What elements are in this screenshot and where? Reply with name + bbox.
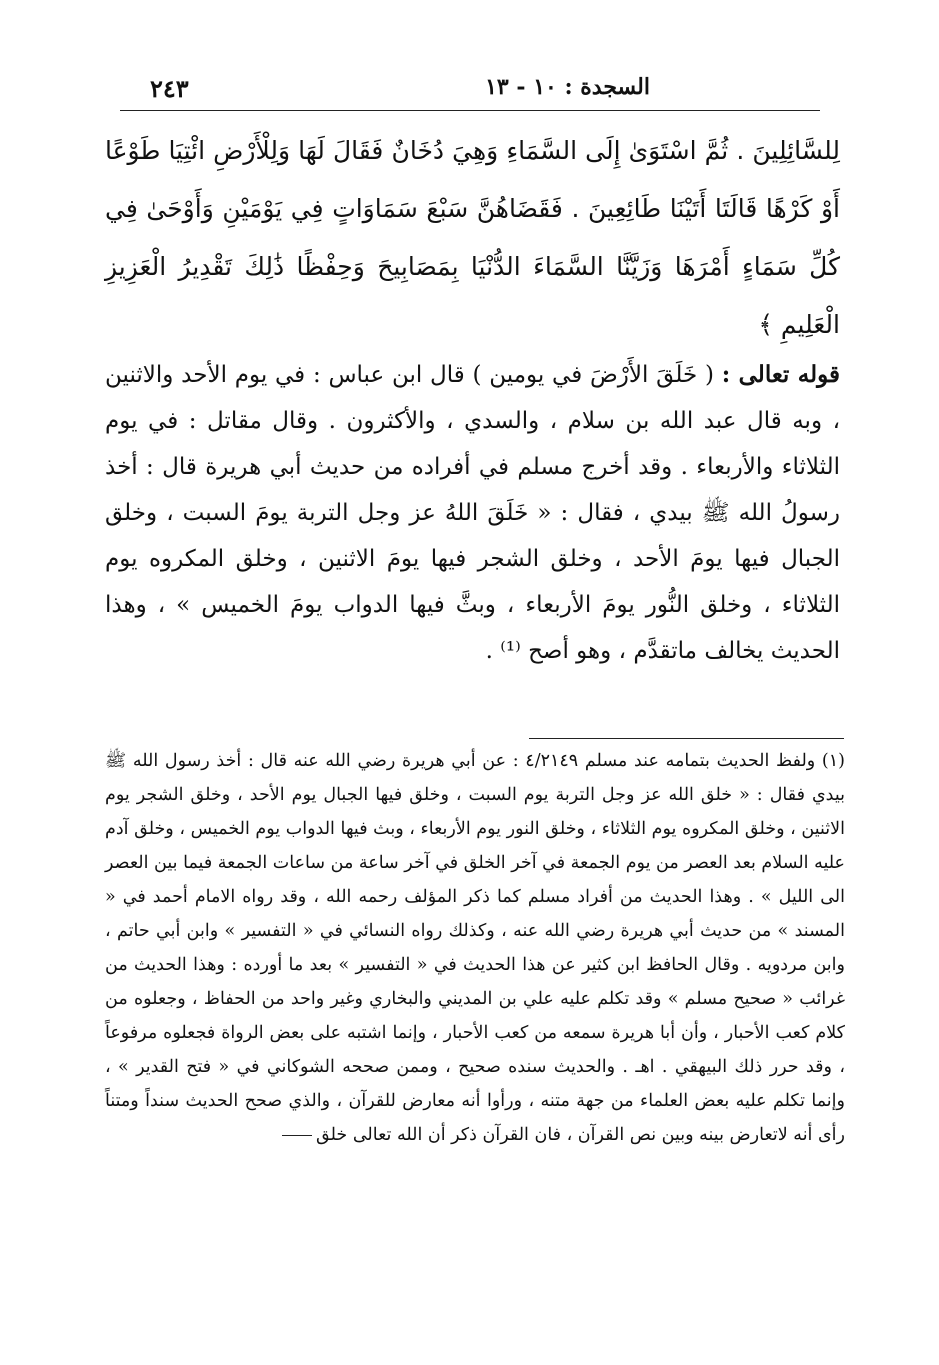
header-divider	[120, 110, 820, 111]
footnote-text: (١) ولفظ الحديث بتمامه عند مسلم ٤/٢١٤٩ : عن أبي هريرة رضي الله عنه قال : أخذ رسول الله ﷺ بيدي فقال : « خلق الله عز وجل التربة يوم السبت ، وخلق فيها الجبال يوم الأحد ، وخلق الشجر يوم الاثنين ، وخلق المكروه يوم الثلاثاء ، وخلق النور يوم الأربعاء ، وبث فيها الدواب يوم الخميس ، وخلق آدم عليه السلام بعد العصر من يوم الجمعة في آخر الخلق في آخر ساعة من ساعات الجمعة فيما بين العصر الى الليل » . وهذا الحديث من أفراد مسلم كما ذكر المؤلف رحمه الله ، وقد رواه الامام أحمد في « المسند » من حديث أبي هريرة رضي الله عنه ، وكذلك رواه النسائي في « التفسير » وابن أبي حاتم ، وابن مردويه . وقال الحافظ ابن كثير عن هذا الحديث في « التفسير » بعد ما أورده : وهذا الحديث من غرائب « صحيح مسلم » وقد تكلم عليه علي بن المديني والبخاري وغير واحد من الحفاظ ، وجعلوه من كلام كعب الأحبار ، وأن أبا هريرة سمعه من كعب الأحبار ، وإنما اشتبه على بعض الرواة فجعلوه مرفوعاً ، وقد حرر ذلك البيهقي . اهـ . والحديث سنده صحيح ، وممن صححه الشوكاني في « فتح القدير » ، وإنما تكلم عليه بعض العلماء من جهة متنه ، ورأوا أنه معارض للقرآن ، والذي صحح الحديث سنداً ومتناً رأى أنه لاتعارض بينه وبين نص القرآن ، فان القرآن ذكر أن الله تعالى خلق	[105, 751, 845, 1145]
continuation-dash	[282, 1135, 312, 1136]
page-number: ٢٤٣	[150, 74, 189, 103]
quran-verse-text: لِلسَّائِلِينَ . ثُمَّ اسْتَوَىٰ إِلَى السَّمَاءِ وَهِيَ دُخَانٌ فَقَالَ لَهَا وَلِلْأَرْضِ ائْتِيَا طَوْعًا أَوْ كَرْهًا قَالَتَا أَتَيْنَا طَائِعِينَ . فَقَضَاهُنَّ سَبْعَ سَمَاوَاتٍ فِي يَوْمَيْنِ وَأَوْحَىٰ فِي كُلِّ سَمَاءٍ أَمْرَهَا وَزَيَّنَّا السَّمَاءَ الدُّنْيَا بِمَصَابِيحَ وَحِفْظًا ذَٰلِكَ تَقْدِيرُ الْعَزِيزِ الْعَلِيمِ ﴾	[105, 136, 840, 339]
running-header	[150, 74, 810, 114]
footnote-paragraph	[105, 744, 845, 1152]
footnote-block	[105, 744, 845, 1152]
quran-verse-block	[105, 122, 840, 354]
surah-title: السجدة : ١٠ - ١٣	[485, 74, 650, 100]
commentary-lead: قوله تعالى :	[721, 361, 840, 388]
commentary-text: ( خَلَقَ الأَرْضَ في يومين ) قال ابن عباس : في يوم الأحد والاثنين ، وبه قال عبد الله بن سلام ، والسدي ، والأكثرون . وقال مقاتل : في يوم الثلاثاء والأربعاء . وقد أخرج مسلم في أفراده من حديث أبي هريرة قال : أخذ رسولُ الله ﷺ بيدي ، فقال : « خَلَقَ اللهُ عز وجل التربة يومَ السبت ، وخلق الجبال فيها يومَ الأحد ، وخلق الشجر فيها يومَ الاثنين ، وخلق المكروه يوم الثلاثاء ، وخلق النُّور يومَ الأربعاء ، وبثَّ فيها الدواب يومَ الخميس » ، وهذا الحديث يخالف ماتقدَّم ، وهو أصح ⁽¹⁾ .	[105, 362, 840, 664]
commentary-block	[105, 352, 840, 674]
commentary-paragraph	[105, 352, 840, 674]
footnote-divider	[529, 738, 844, 739]
